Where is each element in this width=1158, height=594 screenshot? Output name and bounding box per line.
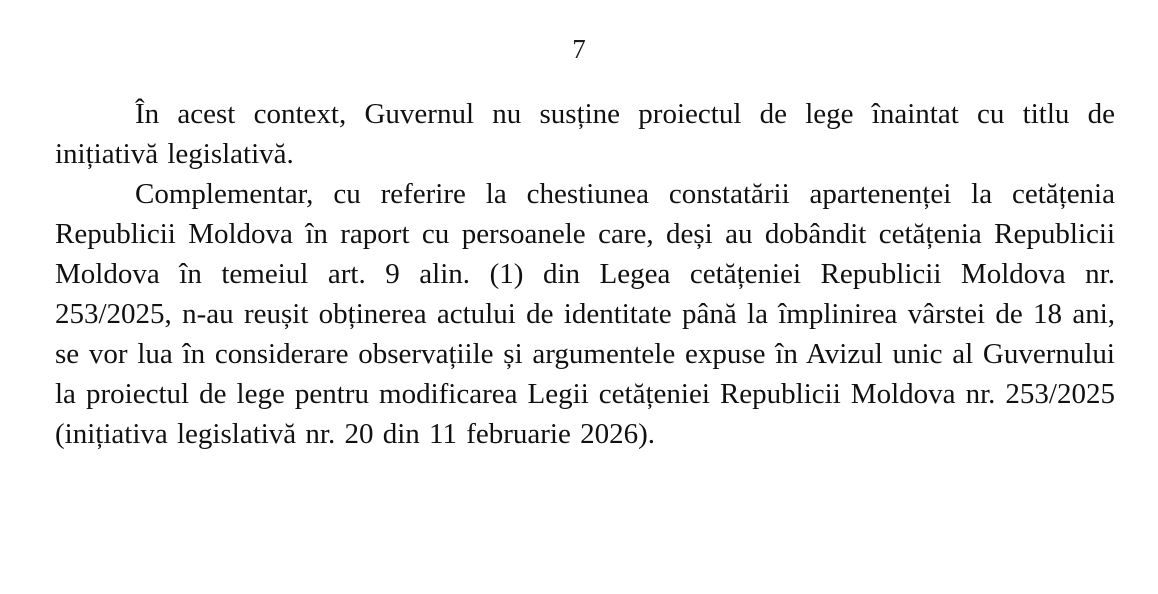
paragraph: În acest context, Guvernul nu susține proiectul de lege înaintat cu titlu de inițiativă legislativă. (55, 98, 1115, 170)
document-body (55, 94, 1115, 454)
page-number: 7 (572, 34, 586, 64)
paragraph: Complementar, cu referire la chestiunea constatării apartenenței la cetățenia Republicii Moldova în raport cu persoanele care, deși au dobândit cetățenia Republicii Moldova în temeiul art. 9 alin. (1) din Legea cetățeniei Republicii Moldova nr. 253/2025, n-au reușit obținerea actului de identitate până la împlinirea vârstei de 18 ani, se vor lua în considerare observațiile și argumentele expuse în Avizul unic al Guvernului la proiectul de lege pentru modificarea Legii cetățeniei Republicii Moldova nr. 253/2025 (inițiativa legislativă nr. 20 din 11 februarie 2026). (55, 178, 1115, 450)
